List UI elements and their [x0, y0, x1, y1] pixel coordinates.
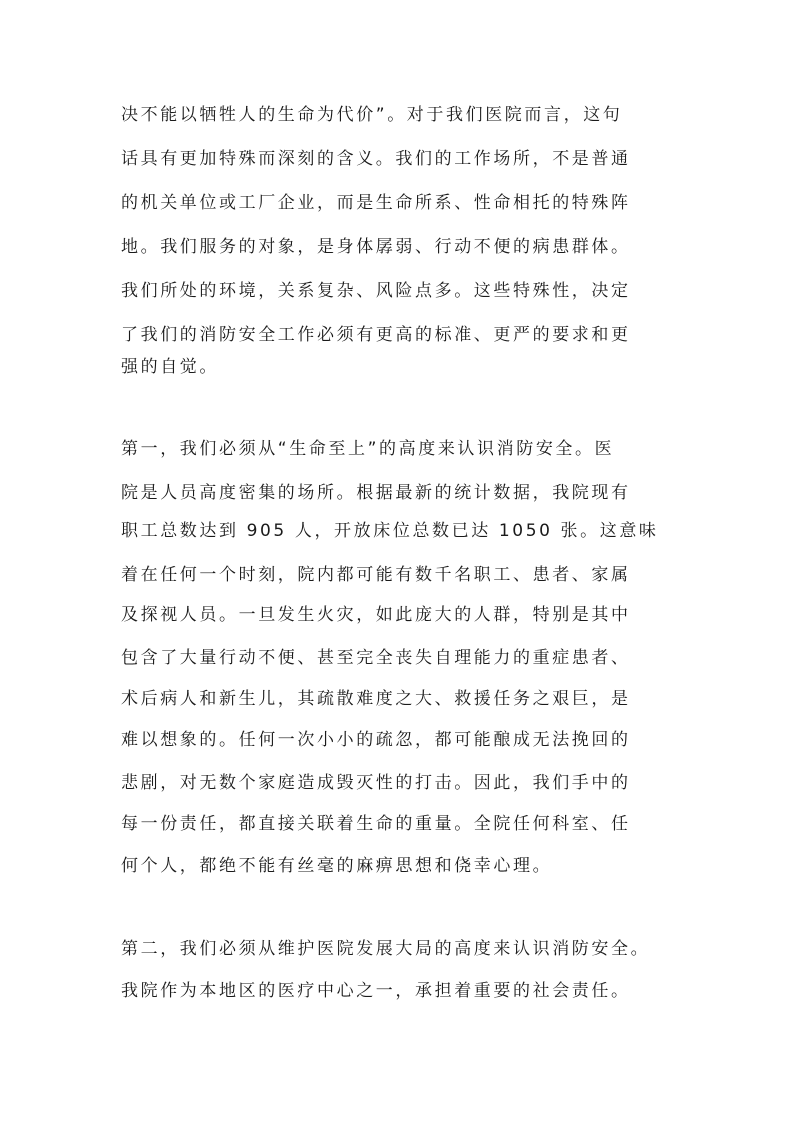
text-line: 难以想象的。任何一次小小的疏忽，都可能酿成无法挽回的: [121, 730, 631, 750]
text-line: 第一，我们必须从“生命至上”的高度来认识消防安全。医: [121, 439, 615, 459]
text-line: 我们所处的环境，关系复杂、风险点多。这些特殊性，决定: [121, 281, 631, 301]
text-line: 着在任何一个时刻，院内都可能有数千名职工、患者、家属: [121, 565, 631, 585]
text-line: 每一份责任，都直接关联着生命的重量。全院任何科室、任: [121, 814, 631, 834]
text-line: 术后病人和新生儿，其疏散难度之大、救援任务之艰巨，是: [121, 689, 631, 709]
text-line: 职工总数达到 905 人，开放床位总数已达 1050 张。这意味: [121, 521, 659, 541]
text-line: 我院作为本地区的医疗中心之一，承担着重要的社会责任。: [121, 981, 631, 1001]
text-line: 何个人，都绝不能有丝毫的麻痹思想和侥幸心理。: [121, 856, 553, 876]
text-line: 的机关单位或工厂企业，而是生命所系、性命相托的特殊阵: [121, 193, 631, 213]
text-line: 第二，我们必须从维护医院发展大局的高度来认识消防安全。: [121, 939, 651, 959]
text-line: 包含了大量行动不便、甚至完全丧失自理能力的重症患者、: [121, 648, 631, 668]
text-line: 决不能以牺牲人的生命为代价”。对于我们医院而言，这句: [121, 105, 623, 125]
text-line: 了我们的消防安全工作必须有更高的标准、更严的要求和更: [121, 325, 631, 345]
text-line: 地。我们服务的对象，是身体孱弱、行动不便的病患群体。: [121, 237, 631, 257]
text-line: 及探视人员。一旦发生火灾，如此庞大的人群，特别是其中: [121, 605, 631, 625]
text-line: 话具有更加特殊而深刻的含义。我们的工作场所，不是普通: [121, 149, 631, 169]
text-line: 悲剧，对无数个家庭造成毁灭性的打击。因此，我们手中的: [121, 773, 631, 793]
text-line: 强的自觉。: [121, 357, 219, 377]
text-line: 院是人员高度密集的场所。根据最新的统计数据，我院现有: [121, 483, 631, 503]
